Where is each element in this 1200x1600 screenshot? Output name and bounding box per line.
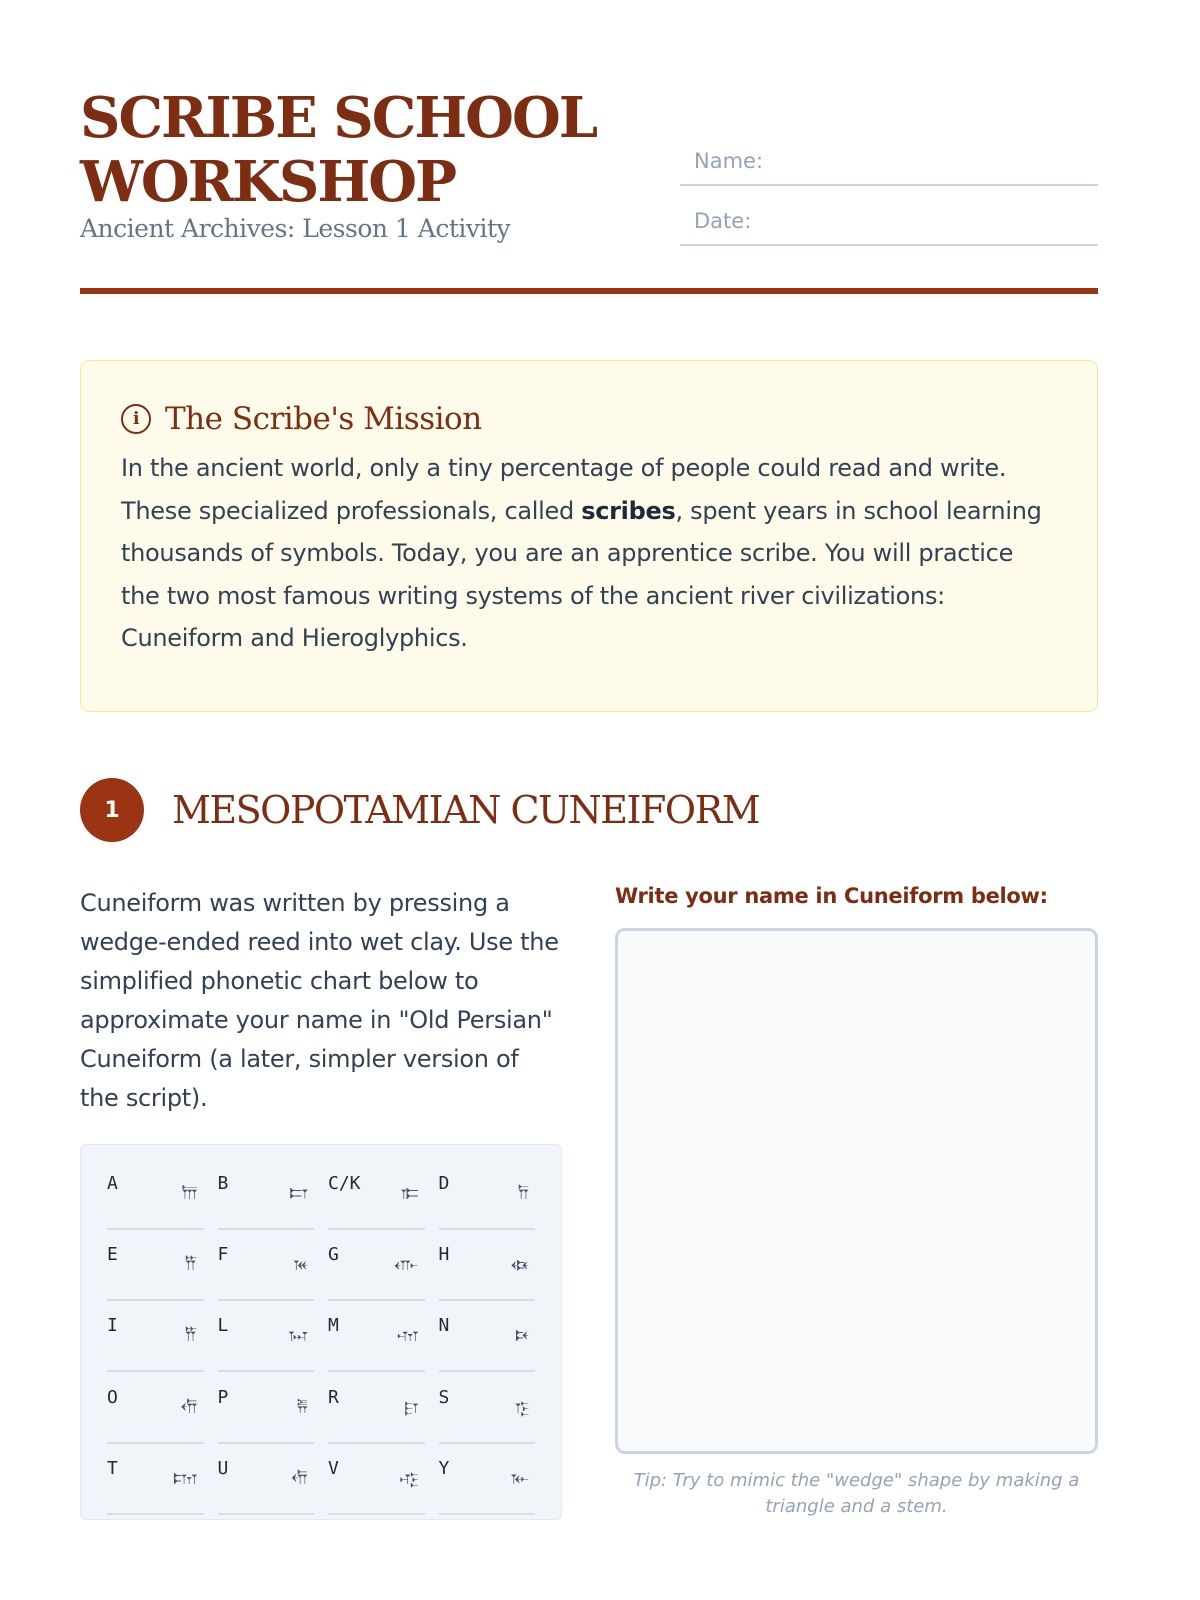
name-field[interactable]: Name: [680,146,1098,186]
cuneiform-glyph: 𐎴 [515,1325,529,1347]
chart-letter: C/K [328,1173,361,1194]
chart-letter: A [107,1173,118,1194]
chart-letter: I [107,1315,118,1337]
chart-letter: U [217,1457,229,1479]
cuneiform-glyph: 𐎡 [185,1325,198,1347]
date-field[interactable]: Date: [680,206,1098,246]
cuneiform-glyph: 𐎹 [510,1467,529,1489]
chart-cell [218,1377,315,1444]
cuneiform-glyph: 𐎲 [289,1183,308,1204]
cuneiform-glyph: 𐎣 [400,1183,419,1204]
chart-cell [218,1305,315,1372]
chart-cell [439,1448,536,1515]
chart-cell [218,1234,315,1301]
chart-cell [107,1448,204,1515]
cuneiform-glyph: 𐏃 [511,1254,529,1276]
page-subtitle: Ancient Archives: Lesson 1 Activity [80,214,511,243]
chart-cell [328,1377,425,1444]
cuneiform-glyph: 𐎢 [180,1396,198,1418]
cuneiform-glyph: 𐏀 [288,1325,308,1347]
chart-letter: B [217,1173,229,1194]
chart-letter: D [438,1173,450,1194]
cuneiform-glyph: 𐎱 [297,1396,308,1418]
chart-letter: T [107,1457,118,1479]
chart-cell [439,1163,536,1230]
page-title: SCRIBE SCHOOL WORKSHOP [80,85,597,215]
cuneiform-glyph: 𐎥 [394,1254,419,1276]
chart-letter: F [217,1244,229,1266]
tip-text: Tip: Try to mimic the "wedge" shape by making a triangle and a stem. [633,1470,1080,1517]
cuneiform-glyph: 𐎿 [514,1396,529,1418]
name-writing-area[interactable] [615,928,1098,1454]
chart-letter: G [328,1244,339,1266]
chart-letter: O [107,1386,118,1408]
section-intro: Cuneiform was written by pressing a wedge-ended reed into wet clay. Use the simplified phonetic chart below to approximate your name in "Old Persian" Cuneiform (a later, simpler version of the script). [80,889,559,1112]
chart-letter: S [438,1386,450,1408]
cuneiform-glyph: 𐎺 [399,1467,419,1489]
chart-cell [328,1305,425,1372]
section-title: MESOPOTAMIAN CUNEIFORM [172,788,760,832]
mission-text: In the ancient world, only a tiny percentage of people could read and write. These specialized professionals, called scribes, spent years in school learning thousands of symbols. Today, you are an apprentice scribe. You will practice the two most famous writing systems of the ancient river civilizations: Cuneiform and Hieroglyphics. [121,454,1042,652]
chart-cell [439,1234,536,1301]
chart-letter: M [328,1315,339,1337]
cuneiform-glyph: 𐎫 [173,1467,198,1489]
chart-cell [107,1163,204,1230]
chart-letter: V [328,1457,339,1479]
header-divider [80,288,1098,294]
info-icon: i [121,404,151,434]
chart-cell [107,1305,204,1372]
cuneiform-glyph: 𐎼 [404,1396,419,1418]
chart-letter: Y [438,1457,450,1479]
chart-cell [328,1163,425,1230]
chart-letter: P [217,1386,229,1408]
chart-cell [439,1305,536,1372]
section-number-badge: 1 [80,778,144,842]
section-heading [80,778,759,842]
chart-letter: E [107,1244,118,1266]
chart-letter: N [438,1315,450,1337]
mission-title: The Scribe's Mission [165,401,482,437]
cuneiform-chart [80,1144,562,1520]
chart-cell [328,1234,425,1301]
cuneiform-glyph: 𐎭 [518,1183,529,1204]
cuneiform-glyph: 𐎢 [291,1467,308,1489]
write-label: Write your name in Cuneiform below: [615,884,1048,908]
mission-box [80,360,1098,712]
cuneiform-glyph: 𐎡 [185,1254,198,1276]
cuneiform-glyph: 𐎶 [397,1325,419,1347]
chart-letter: R [328,1386,339,1408]
chart-letter: H [438,1244,450,1266]
chart-letter: L [217,1315,229,1337]
chart-cell [107,1377,204,1444]
chart-cell [107,1234,204,1301]
chart-cell [439,1377,536,1444]
chart-cell [218,1448,315,1515]
chart-cell [328,1448,425,1515]
cuneiform-glyph: 𐎳 [293,1254,308,1276]
cuneiform-glyph: 𐎠 [181,1183,198,1204]
chart-cell [218,1163,315,1230]
